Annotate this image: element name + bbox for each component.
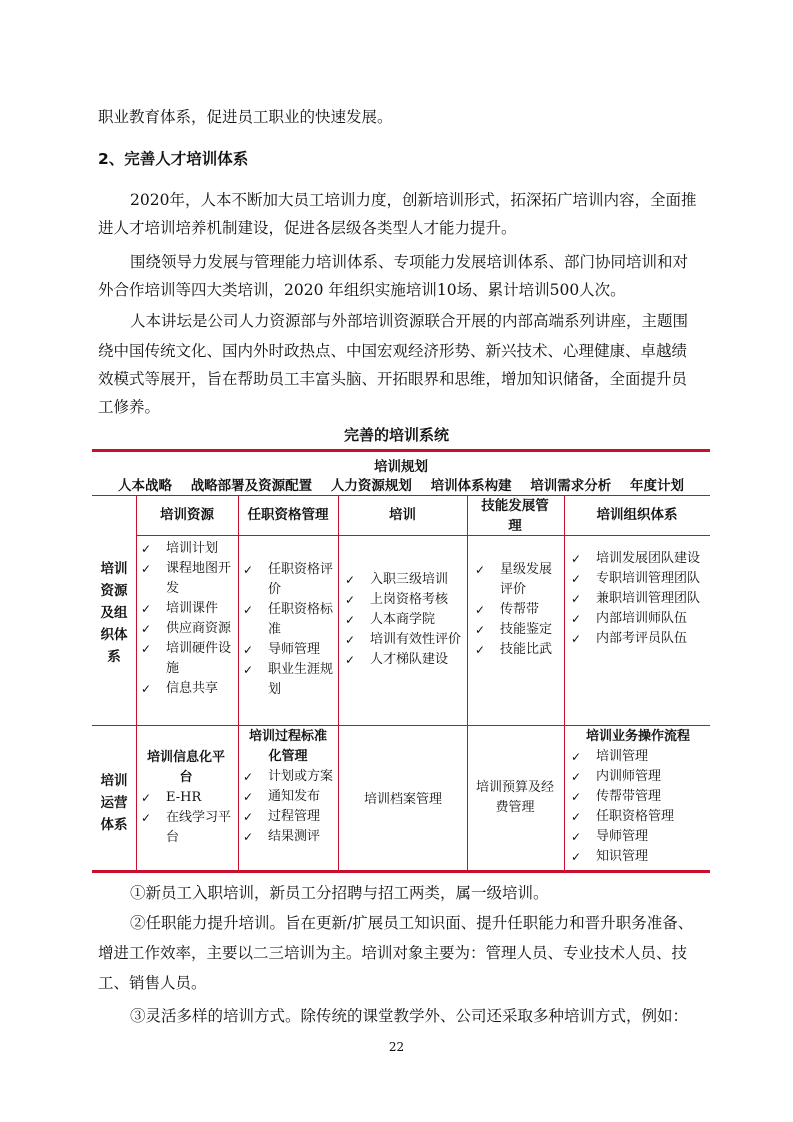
list-item: ✓ 过程管理 xyxy=(240,807,336,827)
list-item: ✓ 任职资格评价 xyxy=(240,560,334,600)
list-item: ✓ 人才梯队建设 xyxy=(342,650,466,670)
plan-item: 培训需求分析 xyxy=(530,478,612,494)
list-item: ✓ 导师管理 xyxy=(240,640,334,660)
column-header: 培训 xyxy=(389,507,416,523)
list-item: ✓ 培训硬件设施 xyxy=(138,639,234,679)
paragraph-line: 效模式等展开，旨在帮助员工丰富头脑、开拓眼界和思维，增加知识储备，全面提升员 xyxy=(98,370,688,388)
list-item: ✓ 传帮带 xyxy=(472,600,554,620)
paragraph-line: 职业教育体系，促进员工职业的快速发展。 xyxy=(98,108,393,126)
cell-subtitle: 培训过程标准化管理 xyxy=(248,729,327,764)
list-item: ✓ 结果测评 xyxy=(240,827,336,847)
list-item: ✓ 培训发展团队建设 xyxy=(568,549,702,569)
list-item: ✓ 通知发布 xyxy=(240,787,336,807)
paragraph-line: 人本讲坛是公司人力资源部与外部培训资源联合开展的内部高端系列讲座，主题围 xyxy=(130,312,689,330)
section-heading: 2、完善人才培训体系 xyxy=(98,150,249,168)
list-item: ✓ 导师管理 xyxy=(568,827,708,847)
column-header: 培训组织体系 xyxy=(596,507,678,523)
list-item: ✓ 兼职培训管理团队 xyxy=(568,589,702,609)
list-item: ✓ E-HR xyxy=(138,788,234,808)
list-item: ✓ 技能比武 xyxy=(472,640,554,660)
table-rule xyxy=(92,495,710,496)
list-item: ✓ 职业生涯规划 xyxy=(240,660,334,700)
table-caption: 完善的培训系统 xyxy=(343,426,449,444)
plan-item: 培训体系构建 xyxy=(430,478,512,494)
table-col-divider xyxy=(467,495,468,870)
page-number: 22 xyxy=(388,1040,405,1054)
list-item: ✓ 计划或方案 xyxy=(240,767,336,787)
cell-training-resources xyxy=(138,539,234,699)
list-item: ✓ 内训师管理 xyxy=(568,767,708,787)
paragraph-line: ①新员工入职培训，新员工分招聘与招工两类，属一级培训。 xyxy=(130,884,549,902)
list-item: ✓ 知识管理 xyxy=(568,847,708,867)
list-item: ✓ 入职三级培训 xyxy=(342,570,466,590)
paragraph-line: 进人才培训培养机制建设，促进各层级各类型人才能力提升。 xyxy=(98,219,517,237)
list-item: ✓ 上岗资格考核 xyxy=(342,590,466,610)
list-item: ✓ 专职培训管理团队 xyxy=(568,569,702,589)
list-item: ✓ 内部考评员队伍 xyxy=(568,629,702,649)
column-header: 培训资源 xyxy=(160,507,214,523)
plan-item: 人力资源规划 xyxy=(330,478,412,494)
table-col-divider xyxy=(136,495,137,870)
cell-skill-development xyxy=(472,560,554,660)
cell-qualification-mgmt xyxy=(240,560,334,700)
row-header: 培训运营体系 xyxy=(100,773,128,833)
column-header: 技能发展管理 xyxy=(481,498,549,534)
list-item: ✓ 信息共享 xyxy=(138,679,234,699)
list-item: ✓ 任职资格标准 xyxy=(240,600,334,640)
plan-item: 战略部署及资源配置 xyxy=(190,478,313,494)
cell-info-platform xyxy=(138,748,234,848)
list-item: ✓ 培训课件 xyxy=(138,599,234,619)
cell-business-process xyxy=(568,727,708,867)
cell-archive-mgmt: 培训档案管理 xyxy=(363,792,442,807)
cell-process-standardization xyxy=(240,727,336,847)
row-header: 培训资源及组织体系 xyxy=(100,561,128,665)
table-col-divider xyxy=(564,495,565,870)
table-top-rule xyxy=(92,449,710,452)
list-item: ✓ 培训管理 xyxy=(568,747,708,767)
plan-items xyxy=(92,474,710,494)
paragraph-line: ③灵活多样的培训方式。除传统的课堂教学外、公司还采取多种培训方式，例如： xyxy=(130,1007,689,1025)
paragraph-line: 外合作培训等四大类培训，2020 年组织实施培训10场、累计培训500人次。 xyxy=(98,281,626,299)
paragraph-line: 工、销售人员。 xyxy=(98,974,207,992)
list-item: ✓ 在线学习平台 xyxy=(138,808,234,848)
paragraph-line: 围绕领导力发展与管理能力培训体系、专项能力发展培训体系、部门协同培训和对 xyxy=(130,253,689,271)
list-item: ✓ 传帮带管理 xyxy=(568,787,708,807)
cell-training-organization xyxy=(568,549,702,649)
list-item: ✓ 培训计划 xyxy=(138,539,234,559)
table-col-divider xyxy=(238,495,239,870)
plan-item: 人本战略 xyxy=(117,478,172,494)
table-rule xyxy=(136,535,710,536)
cell-training xyxy=(342,570,466,670)
list-item: ✓ 任职资格管理 xyxy=(568,807,708,827)
table-bottom-rule xyxy=(92,870,710,873)
paragraph-line: 绕中国传统文化、国内外时政热点、中国宏观经济形势、新兴技术、心理健康、卓越绩 xyxy=(98,342,688,360)
cell-budget-mgmt: 培训预算及经费管理 xyxy=(476,780,555,815)
table-col-divider xyxy=(338,495,339,870)
column-header: 任职资格管理 xyxy=(247,507,329,523)
paragraph-line: 增进工作效率，主要以二三培训为主。培训对象主要为：管理人员、专业技术人员、技 xyxy=(98,944,688,962)
plan-title: 培训规划 xyxy=(374,459,428,475)
list-item: ✓ 技能鉴定 xyxy=(472,620,554,640)
list-item: ✓ 供应商资源 xyxy=(138,619,234,639)
paragraph-line: ②任职能力提升培训。旨在更新/扩展员工知识面、提升任职能力和晋升职务准备、 xyxy=(130,914,694,932)
cell-subtitle: 培训业务操作流程 xyxy=(585,729,690,744)
paragraph-line: 2020年，人本不断加大员工培训力度，创新培训形式，拓深拓广培训内容，全面推 xyxy=(130,191,697,209)
list-item: ✓ 星级发展评价 xyxy=(472,560,554,600)
list-item: ✓ 培训有效性评价 xyxy=(342,630,466,650)
cell-subtitle: 培训信息化平台 xyxy=(146,750,225,785)
list-item: ✓ 人本商学院 xyxy=(342,610,466,630)
table-rule xyxy=(92,725,710,726)
plan-item: 年度计划 xyxy=(630,478,684,494)
paragraph-line: 工修养。 xyxy=(98,398,161,416)
list-item: ✓ 内部培训师队伍 xyxy=(568,609,702,629)
list-item: ✓ 课程地图开发 xyxy=(138,559,234,599)
